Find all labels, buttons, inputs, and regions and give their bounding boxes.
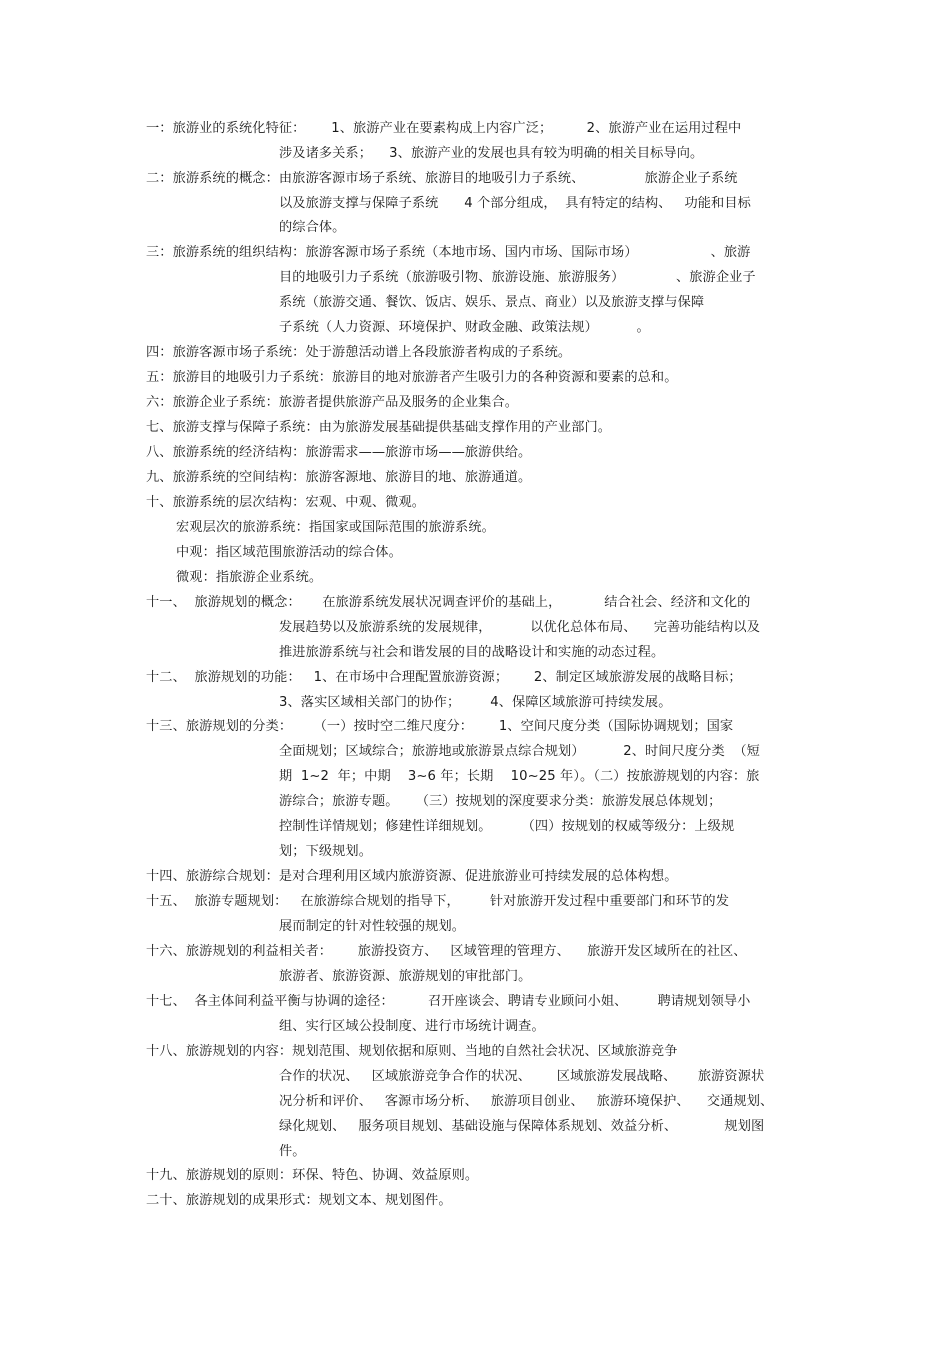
text-line: 九、旅游系统的空间结构：旅游客源地、旅游目的地、旅游通道。 xyxy=(146,470,532,485)
text-line: 3、落实区域相关部门的协作； 4、保障区域旅游可持续发展。 xyxy=(279,695,672,710)
text-line: 推进旅游系统与社会和谐发展的目的战略设计和实施的动态过程。 xyxy=(279,645,665,660)
text-line: 况分析和评价、 客源市场分析、 旅游项目创业、 旅游环境保护、 交通规划、 xyxy=(279,1094,774,1109)
text-line: 微观：指旅游企业系统。 xyxy=(176,570,323,585)
text-line: 期 1~2 年；中期 3~6 年；长期 10~25 年）。（二）按旅游规划的内容：旅 xyxy=(279,769,760,784)
text-line: 十二、 旅游规划的功能： 1、在市场中合理配置旅游资源； 2、制定区域旅游发展的战略目标； xyxy=(146,670,742,685)
text-line: 目的地吸引力子系统（旅游吸引物、旅游设施、旅游服务） 、旅游企业子 xyxy=(279,270,756,285)
text-line: 一：旅游业的系统化特征： 1、旅游产业在要素构成上内容广泛； 2、旅游产业在运用过程中 xyxy=(146,121,742,136)
text-line: 展而制定的针对性较强的规划。 xyxy=(279,919,466,934)
text-line: 十七、 各主体间利益平衡与协调的途径： 召开座谈会、聘请专业顾问小姐、 聘请规划领导小 xyxy=(146,994,751,1009)
text-line: 游综合；旅游专题。 （三）按规划的深度要求分类：旅游发展总体规划； xyxy=(279,794,722,809)
text-line: 十八、旅游规划的内容：规划范围、规划依据和原则、当地的自然社会状况、区域旅游竞争 xyxy=(146,1044,678,1059)
text-line: 十、旅游系统的层次结构：宏观、中观、微观。 xyxy=(146,495,426,510)
text-line: 十四、旅游综合规划：是对合理利用区域内旅游资源、促进旅游业可持续发展的总体构想。 xyxy=(146,869,678,884)
text-line: 二：旅游系统的概念：由旅游客源市场子系统、旅游目的地吸引力子系统、 旅游企业子系统 xyxy=(146,171,738,186)
text-line: 三：旅游系统的组织结构：旅游客源市场子系统（本地市场、国内市场、国际市场） 、旅游 xyxy=(146,245,751,260)
text-line: 控制性详情规划；修建性详细规划。 （四）按规划的权威等级分：上级规 xyxy=(279,819,735,834)
text-line: 合作的状况、 区域旅游竞争合作的状况、 区域旅游发展战略、 旅游资源状 xyxy=(279,1069,765,1084)
text-line: 全面规划；区域综合；旅游地或旅游景点综合规划） 2、时间尺度分类 （短 xyxy=(279,744,760,759)
text-line: 系统（旅游交通、餐饮、饭店、娱乐、景点、商业）以及旅游支撑与保障 xyxy=(279,295,705,310)
text-line: 子系统（人力资源、环境保护、财政金融、政策法规） 。 xyxy=(279,320,650,335)
text-line: 划；下级规划。 xyxy=(279,844,373,859)
text-line: 十五、 旅游专题规划： 在旅游综合规划的指导下， 针对旅游开发过程中重要部门和环节的发 xyxy=(146,894,729,909)
text-line: 中观：指区域范围旅游活动的综合体。 xyxy=(176,545,402,560)
text-line: 组、实行区域公投制度、进行市场统计调查。 xyxy=(279,1019,545,1034)
text-line: 宏观层次的旅游系统：指国家或国际范围的旅游系统。 xyxy=(176,520,495,535)
text-line: 绿化规划、 服务项目规划、基础设施与保障体系规划、效益分析、 规划图 xyxy=(279,1119,765,1134)
text-line: 八、旅游系统的经济结构：旅游需求——旅游市场——旅游供给。 xyxy=(146,445,532,460)
text-line: 十九、旅游规划的原则：环保、特色、协调、效益原则。 xyxy=(146,1168,479,1183)
text-line: 七、旅游支撑与保障子系统：由为旅游发展基础提供基础支撑作用的产业部门。 xyxy=(146,420,612,435)
text-line: 二十、旅游规划的成果形式：规划文本、规划图件。 xyxy=(146,1193,452,1208)
text-line: 十一、 旅游规划的概念： 在旅游系统发展状况调查评价的基础上， 结合社会、经济和文化的 xyxy=(146,595,751,610)
text-line: 发展趋势以及旅游系统的发展规律， 以优化总体布局、 完善功能结构以及 xyxy=(279,620,760,635)
text-line: 十三、旅游规划的分类： （一）按时空二维尺度分： 1、空间尺度分类（国际协调规划；国家 xyxy=(146,719,734,734)
text-line: 以及旅游支撑与保障子系统 4 个部分组成， 具有特定的结构、 功能和目标 xyxy=(279,196,751,211)
text-line: 十六、旅游规划的利益相关者： 旅游投资方、 区域管理的管理方、 旅游开发区域所在的社区、 xyxy=(146,944,747,959)
text-line: 涉及诸多关系； 3、旅游产业的发展也具有较为明确的相关目标导向。 xyxy=(279,146,704,161)
text-line: 五：旅游目的地吸引力子系统：旅游目的地对旅游者产生吸引力的各种资源和要素的总和。 xyxy=(146,370,678,385)
text-line: 四：旅游客源市场子系统：处于游憩活动谱上各段旅游者构成的子系统。 xyxy=(146,345,572,360)
text-line: 件。 xyxy=(279,1144,306,1159)
text-line: 的综合体。 xyxy=(279,220,346,235)
text-line: 旅游者、旅游资源、旅游规划的审批部门。 xyxy=(279,969,532,984)
text-line: 六：旅游企业子系统：旅游者提供旅游产品及服务的企业集合。 xyxy=(146,395,519,410)
